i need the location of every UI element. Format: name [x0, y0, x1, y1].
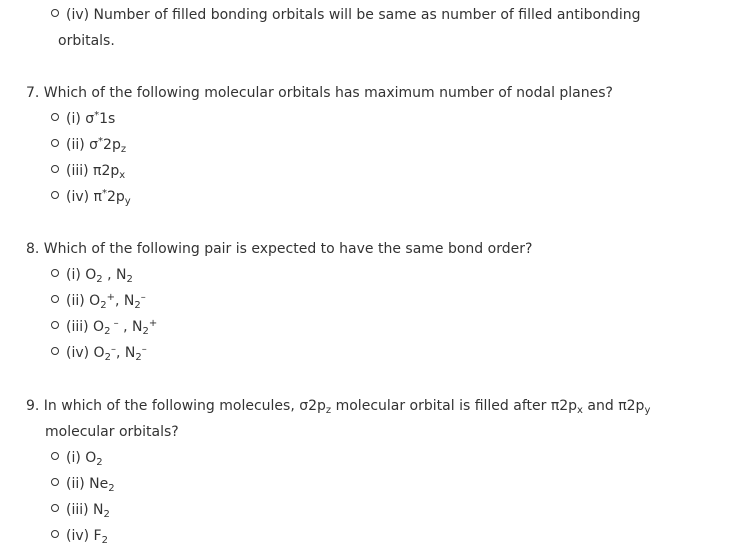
q8-opt3-a-sup: – — [110, 318, 119, 329]
q8-opt4-b: , N — [115, 345, 136, 361]
q9-opt3-text: (iii) N — [66, 502, 104, 518]
q9-opt1-text: (i) O — [66, 450, 97, 466]
q7-opt4-star: * — [101, 188, 107, 199]
bullet-icon — [51, 504, 59, 512]
q9-question-sub2: x — [577, 405, 583, 416]
q9-opt1-sub: 2 — [96, 457, 103, 468]
q8-opt3-b: , N — [118, 319, 143, 335]
bullet-icon — [51, 321, 59, 329]
bullet-icon — [51, 9, 59, 17]
q8-option-iii — [51, 318, 157, 336]
q6-option-iv-text-2: orbitals. — [58, 33, 115, 49]
q6-option-iv-text: (iv) Number of filled bonding orbitals will be same as number of filled antibonding — [66, 7, 641, 23]
q8-opt3-b-sup: + — [148, 318, 158, 329]
bullet-icon — [51, 113, 59, 121]
bullet-icon — [51, 191, 59, 199]
q9-opt3-sub: 2 — [103, 509, 110, 520]
q7-opt2-star: * — [98, 136, 104, 147]
q9-option-ii — [51, 475, 115, 493]
q9-question-sub1: z — [325, 405, 332, 416]
q8-question-text: 8. Which of the following pair is expected to have the same bond order? — [26, 241, 533, 257]
bullet-icon — [51, 452, 59, 460]
q9-option-i — [51, 449, 103, 467]
q7-option-iv — [51, 188, 131, 206]
q8-opt2-a-sub: 2 — [100, 300, 107, 311]
q8-opt2-b-sup: – — [140, 292, 146, 303]
q9-opt2-sub: 2 — [108, 483, 115, 494]
q8-opt2-b: , N — [114, 293, 135, 309]
q7-opt4-text: (iv) π — [66, 189, 102, 205]
bullet-icon — [51, 139, 59, 147]
q8-opt2-a: (ii) O — [66, 293, 101, 309]
q7-opt2-tail: 2p — [103, 137, 121, 153]
q7-opt1-tail: 1s — [99, 111, 116, 127]
q9-question-part3: and π2p — [582, 398, 645, 414]
q9-opt4-text: (iv) F — [66, 528, 102, 544]
q8-opt2-b-sub: 2 — [134, 300, 141, 311]
q8-opt4-b-sub: 2 — [135, 352, 142, 363]
q7-opt1-text: (i) σ — [66, 111, 95, 127]
q8-opt4-a-sub: 2 — [104, 352, 111, 363]
bullet-icon — [51, 347, 59, 355]
q8-option-ii — [51, 292, 146, 310]
q8-option-i — [51, 266, 133, 284]
q9-question-part2: molecular orbital is filled after π2p — [331, 398, 578, 414]
q8-opt4-b-sup: – — [141, 344, 147, 355]
q8-opt1-a: (i) O — [66, 267, 97, 283]
q9-option-iii — [51, 501, 110, 519]
bullet-icon — [51, 295, 59, 303]
q6-option-iv-continued — [58, 32, 115, 50]
q8-opt3-a-sub: 2 — [104, 326, 111, 337]
q8-opt1-b: , N — [102, 267, 127, 283]
q7-option-ii — [51, 136, 126, 154]
q9-question-sub3: y — [644, 405, 651, 416]
q9-question — [26, 397, 650, 415]
bullet-icon — [51, 478, 59, 486]
q8-opt1-a-sub: 2 — [96, 274, 103, 285]
q7-option-iii — [51, 162, 125, 180]
bullet-icon — [51, 269, 59, 277]
q8-opt2-a-sup: + — [106, 292, 115, 303]
bullet-icon — [51, 165, 59, 173]
q7-opt3-sub: x — [119, 170, 126, 181]
q8-opt4-a: (iv) O — [66, 345, 105, 361]
q7-option-i — [51, 110, 115, 128]
q7-question — [26, 84, 613, 102]
q7-opt3-text: (iii) π2p — [66, 163, 120, 179]
q7-opt4-sub: y — [124, 196, 131, 207]
q9-option-iv — [51, 527, 108, 545]
q7-question-text: 7. Which of the following molecular orbitals has maximum number of nodal planes? — [26, 85, 613, 101]
q9-opt2-text: (ii) Ne — [66, 476, 109, 492]
q8-option-iv — [51, 344, 147, 362]
q7-opt2-text: (ii) σ — [66, 137, 99, 153]
q7-opt2-sub: z — [120, 144, 127, 155]
q9-question-part4: molecular orbitals? — [45, 424, 179, 440]
q9-question-continued — [45, 423, 179, 441]
q6-option-iv — [51, 6, 641, 24]
bullet-icon — [51, 530, 59, 538]
q8-question — [26, 240, 532, 258]
q9-opt4-sub: 2 — [101, 535, 108, 546]
q7-opt4-tail: 2p — [106, 189, 125, 205]
q8-opt1-b-sub: 2 — [126, 274, 133, 285]
q7-opt1-star: * — [94, 110, 100, 121]
q8-opt3-a: (iii) O — [66, 319, 105, 335]
q8-opt4-a-sup: – — [110, 344, 116, 355]
q9-question-part1: 9. In which of the following molecules, σ2p — [26, 398, 326, 414]
q8-opt3-b-sub: 2 — [142, 326, 149, 337]
